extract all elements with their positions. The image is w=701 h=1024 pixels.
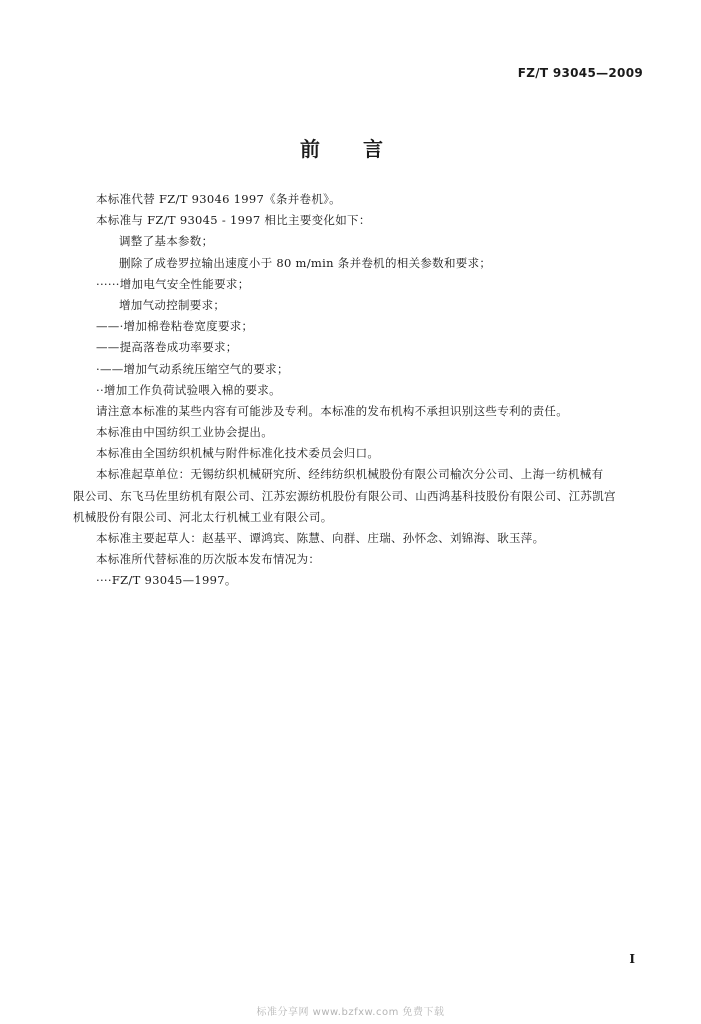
paragraph-line: ······增加电气安全性能要求； [96,276,250,291]
paragraph-line: 机械股份有限公司、河北太行机械工业有限公司。 [73,509,333,524]
page-number: I [629,952,635,966]
paragraph-line: ——·增加棉卷粘卷宽度要求； [96,319,254,334]
paragraph-line: 本标准由全国纺织机械与附件标准化技术委员会归口。 [96,446,380,461]
foreword-body [73,189,616,592]
paragraph-line: 本标准与 FZ/T 93045 - 1997 相比主要变化如下： [96,213,371,228]
paragraph-line: 本标准代替 FZ/T 93046 1997《条并卷机》。 [96,192,341,206]
paragraph-line: ····FZ/T 93045—1997。 [96,573,237,588]
paragraph-line: 本标准主要起草人：赵基平、谭鸿宾、陈慧、向群、庄瑞、孙怀念、刘锦海、耿玉萍。 [96,531,545,545]
paragraph-line: 调整了基本参数； [119,234,214,249]
standard-code: FZ/T 93045—2009 [517,66,643,80]
paragraph-line: 请注意本标准的某些内容有可能涉及专利。本标准的发布机构不承担识别这些专利的责任。 [96,403,568,418]
watermark-text: 标准分享网 www.bzfxw.com 免费下载 [256,1007,445,1018]
paragraph-line: ··增加工作负荷试验喂入棉的要求。 [96,382,281,397]
paragraph-line: 增加气动控制要求； [119,297,226,312]
page-title: 前 言 [300,137,401,161]
paragraph-line: 本标准由中国纺织工业协会提出。 [96,425,273,440]
paragraph-line: 删除了成卷罗拉输出速度小于 80 m/min 条并卷机的相关参数和要求； [119,255,492,270]
paragraph-line: 本标准起草单位：无锡纺织机械研究所、经纬纺织机械股份有限公司榆次分公司、上海一纺机械有 [96,467,604,482]
paragraph-line: ·——增加气动系统压缩空气的要求； [96,361,289,376]
paragraph-line: ——提高落卷成功率要求； [96,340,238,355]
paragraph-line: 限公司、东飞马佐里纺机有限公司、江苏宏源纺机股份有限公司、山西鸿基科技股份有限公司、江苏凯宫 [73,488,616,503]
paragraph-line: 本标准所代替标准的历次版本发布情况为： [96,552,321,567]
